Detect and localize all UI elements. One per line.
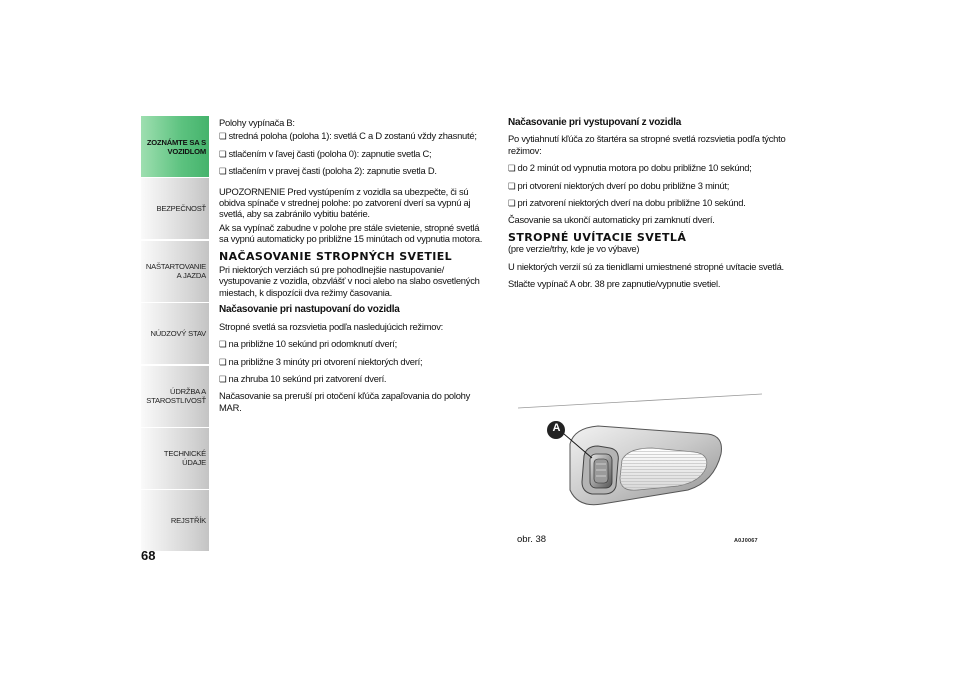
entry-intro: Stropné svetlá sa rozsvietia podľa nasledujúcich režimov: <box>219 320 444 332</box>
list-item: ❏ stlačením v pravej časti (poloha 2): zapnutie svetla D. <box>219 165 489 177</box>
tab-label: NAŠTARTOVANIE A JAZDA <box>145 262 206 281</box>
welcome-subtitle: (pre verzie/trhy, kde je vo výbave) <box>508 243 640 255</box>
tab-nastartovanie[interactable] <box>141 241 209 302</box>
welcome-paragraph: U niektorých verzií sú za tienidlami umiestnené stropné uvítacie svetlá. <box>508 260 784 272</box>
page-number: 68 <box>141 548 156 563</box>
subsection-heading: Načasovanie pri nastupovaní do vozidla <box>219 304 400 316</box>
tab-zoznamte-sa[interactable] <box>141 116 209 177</box>
list-item: ❏ na zhruba 10 sekúnd pri zatvorení dverí. <box>219 373 489 385</box>
left-column <box>219 117 489 419</box>
tab-rejstrik[interactable] <box>141 490 209 551</box>
tab-label: NÚDZOVÝ STAV <box>150 329 206 339</box>
chapter-sidebar <box>141 116 209 553</box>
figure-code: A0J0067 <box>734 538 758 544</box>
right-column <box>508 117 790 295</box>
welcome-switch-paragraph: Stlačte vypínač A obr. 38 pre zapnutie/vypnutie svetiel. <box>508 278 721 290</box>
section-heading: NAČASOVANIE STROPNÝCH SVETIEL <box>219 249 453 263</box>
figure-caption: obr. 38 <box>517 534 547 545</box>
list-item: ❏ pri otvorení niektorých dverí po dobu približne 3 minút; <box>508 180 790 192</box>
tab-udrzba[interactable] <box>141 366 209 427</box>
list-item: ❏ pri zatvorení niektorých dverí na dobu približne 10 sekúnd. <box>508 197 790 209</box>
tab-label: ÚDRŽBA A STAROSTLIVOSŤ <box>146 387 206 406</box>
ceiling-light-illustration <box>518 378 762 532</box>
exit-intro: Po vytiahnutí kľúča zo štartéra sa stropné svetlá rozsvietia podľa týchto režimov: <box>508 133 786 156</box>
tab-label: BEZPEČNOSŤ <box>156 204 206 214</box>
warning-paragraph: UPOZORNENIE Pred vystúpením z vozidla sa ubezpečte, či sú obidva spínače v strednej polohe: po zatvorení dverí sa vypnú aj svetlá, aby sa zabránilo vybitiu batérie. <box>219 185 471 220</box>
entry-end: Načasovanie sa preruší pri otočení kľúča zapaľovania do polohy MAR. <box>219 390 471 413</box>
list-item: ❏ na približne 3 minúty pri otvorení niektorých dverí; <box>219 356 489 368</box>
timing-paragraph: Pri niektorých verziách sú pre pohodlnejšie nastupovanie/ vystupovanie z vozidla, obzvlášť v noci alebo na slabo osvetlených miestach, k dispozícii dva režimy časovania. <box>219 264 480 298</box>
section-heading: STROPNÉ UVÍTACIE SVETLÁ <box>508 230 687 244</box>
tab-bezpecnost[interactable] <box>141 178 209 239</box>
list-item: ❏ stlačením v ľavej časti (poloha 0): zapnutie svetla C; <box>219 148 489 160</box>
note-paragraph: Ak sa vypínač zabudne v polohe pre stále svietenie, stropné svetlá sa vypnú automaticky po približne 15 minútach od vypnutia motora. <box>219 221 483 245</box>
tab-label: ZOZNÁMTE SA S VOZIDLOM <box>146 137 206 156</box>
subsection-heading: Načasovanie pri vystupovaní z vozidla <box>508 117 682 128</box>
switch-positions-intro: Polohy vypínača B: <box>219 117 295 128</box>
callout-a-label: A <box>552 422 561 434</box>
tab-nudzovy-stav[interactable] <box>141 303 209 364</box>
tab-technicke-udaje[interactable] <box>141 428 209 489</box>
list-item: ❏ na približne 10 sekúnd pri odomknutí dverí; <box>219 338 489 350</box>
list-item: ❏ do 2 minút od vypnutia motora po dobu približne 10 sekúnd; <box>508 162 790 174</box>
figure-38 <box>518 378 762 532</box>
list-item: ❏ stredná poloha (poloha 1): svetlá C a D zostanú vždy zhasnuté; <box>219 130 489 142</box>
tab-label: TECHNICKÉ ÚDAJE <box>163 449 206 468</box>
exit-end: Časovanie sa ukončí automaticky pri zamknutí dverí. <box>508 214 715 226</box>
tab-label: REJSTŘÍK <box>170 516 206 526</box>
